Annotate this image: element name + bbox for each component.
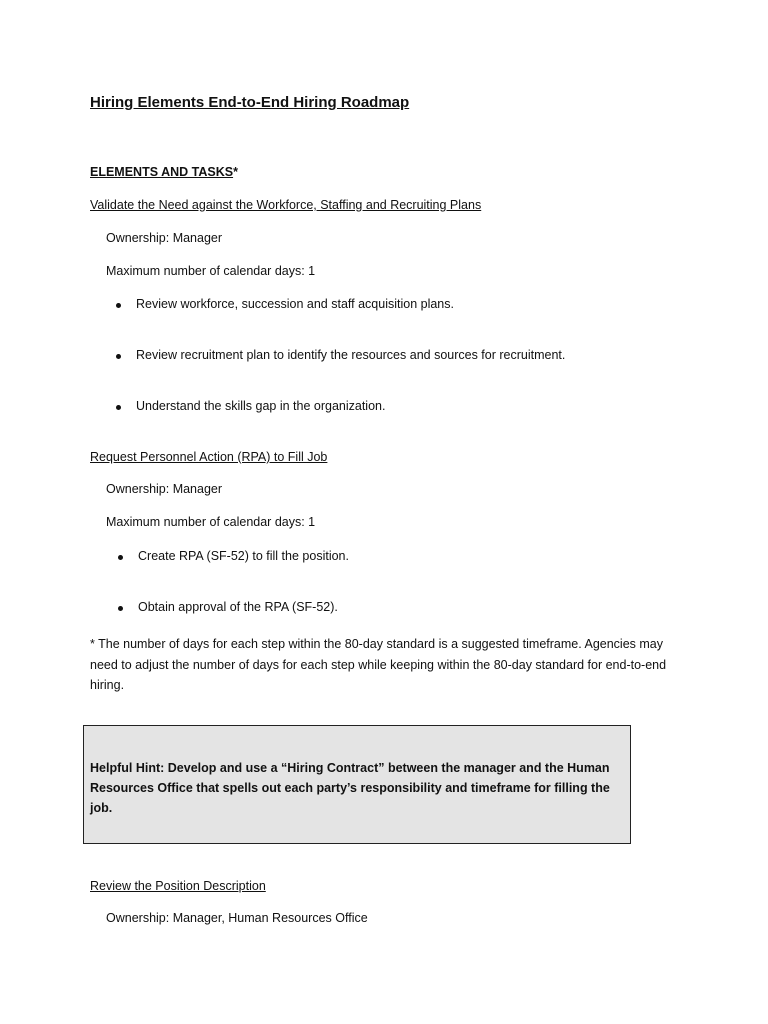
- helpful-hint-text: [90, 758, 620, 818]
- bullet-icon: [118, 606, 123, 611]
- section-ownership: Ownership: Manager, Human Resources Office: [106, 911, 368, 925]
- list-item-text: Create RPA (SF-52) to fill the position.: [138, 549, 349, 563]
- elements-heading-asterisk: *: [233, 165, 238, 179]
- elements-heading-text: ELEMENTS AND TASKS: [90, 165, 234, 179]
- list-item-text: Understand the skills gap in the organization.: [136, 399, 386, 413]
- elements-heading: [90, 165, 238, 179]
- section-ownership: Ownership: Manager: [106, 231, 223, 245]
- section-heading-request-rpa: Request Personnel Action (RPA) to Fill Job: [90, 450, 328, 464]
- section-ownership: Ownership: Manager: [106, 482, 223, 496]
- section-heading-validate-need: Validate the Need against the Workforce, Staffing and Recruiting Plans: [90, 198, 482, 212]
- list-item-text: Obtain approval of the RPA (SF-52).: [138, 600, 338, 614]
- helpful-hint-box: [83, 725, 631, 844]
- section-heading-review-position: Review the Position Description: [90, 879, 266, 893]
- helpful-hint-body: Develop and use a “Hiring Contract” between the manager and the Human Resources Office that spells out each party’s responsibility and timeframe for filling the job.: [90, 761, 610, 815]
- bullet-icon: [116, 303, 121, 308]
- document-title: Hiring Elements End-to-End Hiring Roadmap: [90, 94, 410, 111]
- bullet-icon: [116, 405, 121, 410]
- bullet-icon: [118, 555, 123, 560]
- footnote: * The number of days for each step within the 80-day standard is a suggested timeframe. Agencies may need to adjust the number of days for each step while keeping within the 80-day standard for end-to-end hiring.: [90, 637, 667, 692]
- bullet-icon: [116, 354, 121, 359]
- section-max-days: Maximum number of calendar days: 1: [106, 515, 316, 529]
- helpful-hint-label: Helpful Hint:: [90, 761, 165, 775]
- section-max-days: Maximum number of calendar days: 1: [106, 264, 316, 278]
- list-item-text: Review recruitment plan to identify the resources and sources for recruitment.: [136, 348, 566, 362]
- list-item-text: Review workforce, succession and staff acquisition plans.: [136, 297, 454, 311]
